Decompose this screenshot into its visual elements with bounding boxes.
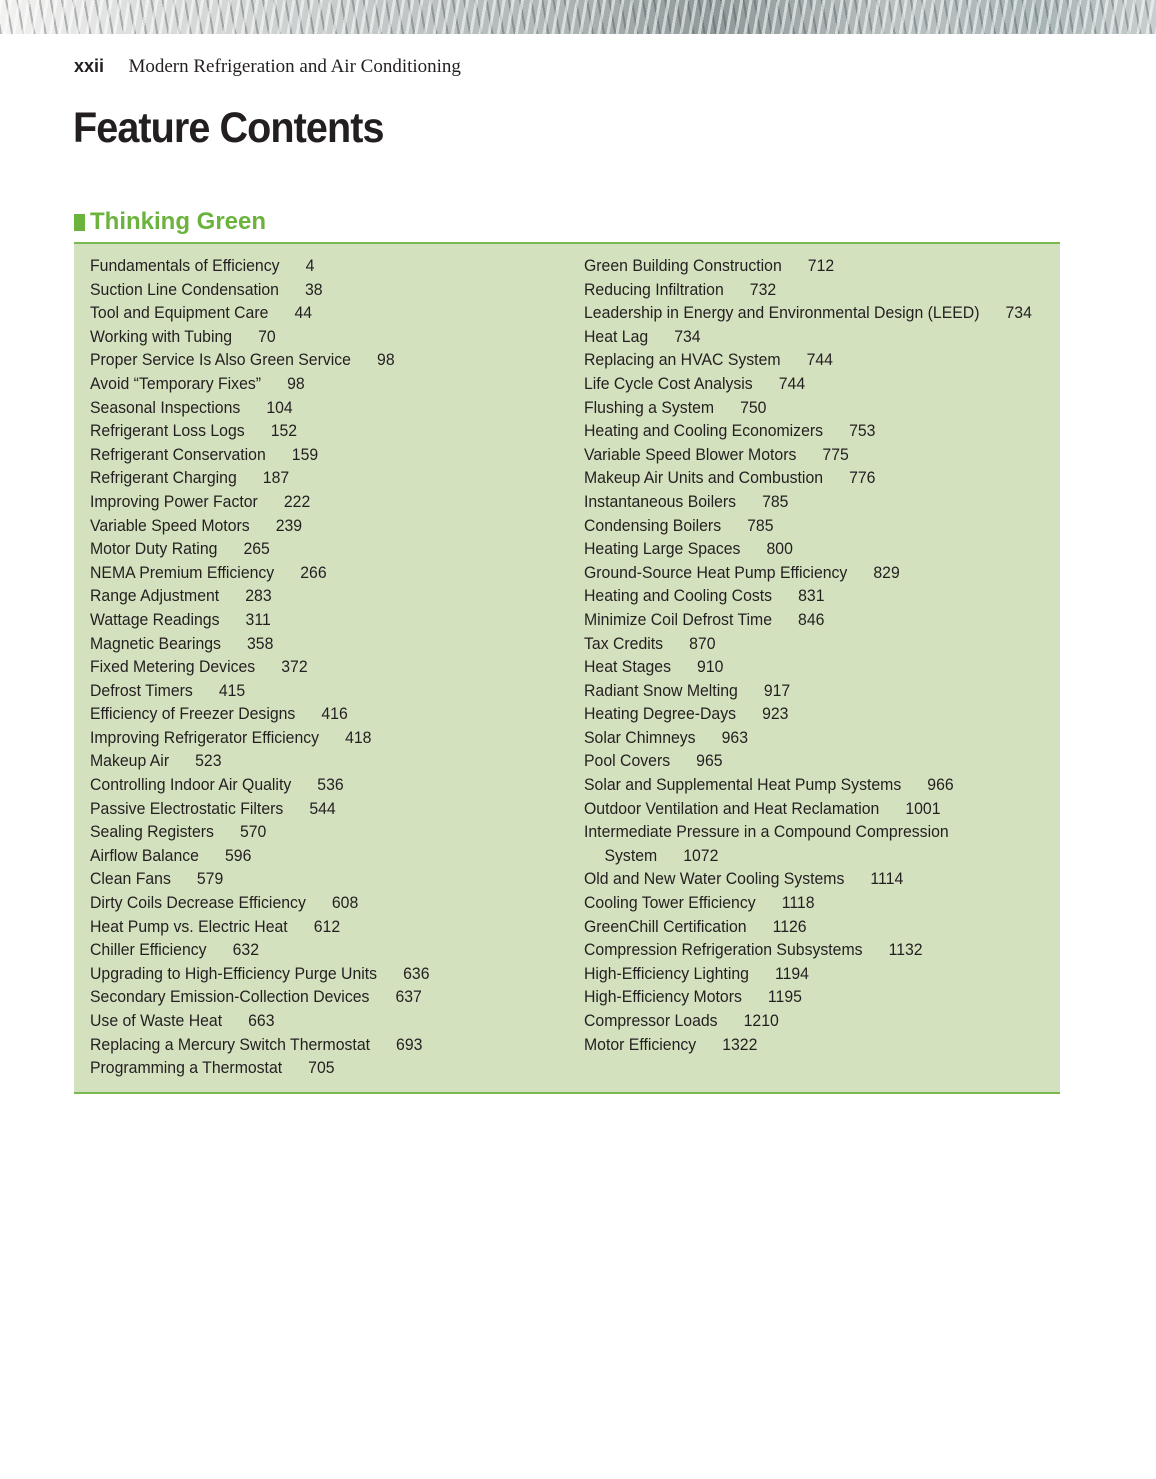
feature-page-number: 734 bbox=[674, 326, 701, 346]
feature-page-number: 636 bbox=[403, 963, 430, 983]
feature-title: Programming a Thermostat bbox=[90, 1058, 283, 1078]
feature-entry bbox=[90, 325, 527, 349]
feature-page-number: 311 bbox=[245, 609, 271, 629]
feature-entry bbox=[584, 632, 1021, 656]
feature-entry bbox=[90, 396, 527, 420]
feature-entry bbox=[90, 773, 527, 797]
feature-entry bbox=[90, 844, 527, 868]
feature-title: Instantaneous Boilers bbox=[584, 491, 737, 511]
feature-entry bbox=[584, 915, 1021, 939]
feature-entry bbox=[90, 348, 527, 372]
feature-page-number: 265 bbox=[243, 539, 270, 559]
feature-entry bbox=[90, 537, 527, 561]
feature-page-number: 70 bbox=[258, 326, 276, 346]
feature-entry bbox=[90, 726, 527, 750]
right-column bbox=[584, 254, 1054, 1056]
feature-entry bbox=[584, 749, 1021, 773]
feature-title: Variable Speed Motors bbox=[90, 515, 250, 535]
feature-page-number: 266 bbox=[300, 562, 327, 582]
feature-page-number: 1118 bbox=[781, 893, 815, 913]
feature-title: Cooling Tower Efficiency bbox=[584, 893, 756, 913]
feature-page-number: 663 bbox=[248, 1011, 275, 1030]
feature-title: Green Building Construction bbox=[584, 256, 782, 275]
feature-entry bbox=[90, 891, 527, 915]
feature-title: Replacing a Mercury Switch Thermostat bbox=[90, 1034, 371, 1054]
feature-title: Sealing Registers bbox=[90, 822, 214, 842]
feature-page-number: 917 bbox=[763, 680, 791, 700]
feature-title: Flushing a System bbox=[584, 397, 715, 417]
feature-title: Refrigerant Conservation bbox=[90, 444, 266, 464]
feature-entry bbox=[90, 419, 527, 443]
feature-entry bbox=[90, 702, 527, 726]
feature-entry bbox=[90, 561, 527, 585]
feature-title: Life Cycle Cost Analysis bbox=[584, 373, 753, 393]
feature-entry bbox=[90, 797, 527, 821]
feature-page-number: 536 bbox=[317, 775, 344, 795]
feature-page-number: 1001 bbox=[905, 798, 941, 818]
feature-title: Heating and Cooling Costs bbox=[584, 586, 773, 606]
feature-title: Heat Lag bbox=[584, 326, 649, 346]
feature-page-number: 734 bbox=[1005, 303, 1032, 323]
feature-entry bbox=[584, 726, 1021, 750]
feature-title: Leadership in Energy and Environmental Design (LEED) bbox=[584, 303, 980, 323]
feature-title: NEMA Premium Efficiency bbox=[90, 562, 275, 582]
feature-entry bbox=[584, 867, 1021, 891]
feature-title: Wattage Readings bbox=[90, 609, 220, 629]
feature-entry bbox=[584, 938, 1021, 962]
feature-page-number: 283 bbox=[245, 586, 272, 606]
feature-title: Variable Speed Blower Motors bbox=[584, 444, 797, 464]
feature-title: GreenChill Certification bbox=[584, 916, 747, 936]
feature-page-number: 579 bbox=[196, 869, 224, 889]
feature-entry bbox=[90, 584, 527, 608]
feature-title: Heating Large Spaces bbox=[584, 539, 741, 559]
feature-page-number: 753 bbox=[849, 421, 876, 441]
feature-title: Tax Credits bbox=[584, 633, 664, 653]
feature-page-number: 776 bbox=[849, 468, 876, 488]
page-number: xxii bbox=[74, 56, 105, 76]
feature-title: High-Efficiency Lighting bbox=[584, 963, 749, 983]
feature-entry bbox=[90, 278, 527, 302]
feature-title: Solar Chimneys bbox=[584, 727, 696, 747]
feature-title: Range Adjustment bbox=[90, 586, 220, 606]
feature-title: Condensing Boilers bbox=[584, 515, 722, 535]
feature-page-number: 1114 bbox=[870, 869, 904, 889]
feature-title: Outdoor Ventilation and Heat Reclamation bbox=[584, 798, 880, 818]
feature-entry bbox=[584, 820, 1021, 867]
page-title: Feature Contents bbox=[73, 104, 384, 152]
feature-title: Avoid “Temporary Fixes” bbox=[90, 373, 262, 393]
feature-entry bbox=[90, 1033, 527, 1057]
feature-title: Heat Pump vs. Electric Heat bbox=[90, 916, 288, 936]
feature-page-number: 785 bbox=[747, 515, 774, 535]
green-square-icon bbox=[74, 214, 85, 231]
feature-title: Radiant Snow Melting bbox=[584, 680, 738, 700]
feature-entry bbox=[584, 891, 1021, 915]
feature-page-number: 159 bbox=[291, 444, 319, 464]
feature-page-number: 732 bbox=[749, 279, 777, 299]
feature-title: Passive Electrostatic Filters bbox=[90, 798, 284, 818]
feature-page-number: 608 bbox=[331, 893, 359, 913]
feature-page-number: 1072 bbox=[683, 845, 719, 865]
feature-page-number: 705 bbox=[308, 1058, 335, 1078]
feature-page-number: 416 bbox=[321, 704, 348, 724]
feature-title: Makeup Air bbox=[90, 751, 170, 771]
feature-page-number: 222 bbox=[283, 491, 311, 511]
feature-page-number: 1195 bbox=[767, 987, 802, 1007]
section-title: Thinking Green bbox=[90, 208, 267, 235]
feature-page-number: 1210 bbox=[743, 1011, 779, 1030]
feature-entry bbox=[584, 254, 1021, 278]
feature-title: Intermediate Pressure in a Compound Compression bbox=[584, 822, 949, 842]
feature-page-number: 1132 bbox=[888, 940, 923, 960]
feature-entry bbox=[90, 1056, 527, 1080]
feature-entry bbox=[584, 655, 1021, 679]
feature-entry bbox=[90, 820, 527, 844]
feature-page-number: 870 bbox=[689, 633, 716, 653]
feature-entry bbox=[90, 632, 527, 656]
feature-entry bbox=[584, 702, 1021, 726]
decorative-header-band bbox=[0, 0, 1156, 34]
feature-title: Dirty Coils Decrease Efficiency bbox=[90, 893, 306, 913]
feature-entry bbox=[90, 867, 527, 891]
feature-entry bbox=[90, 608, 527, 632]
feature-title: Refrigerant Loss Logs bbox=[90, 421, 245, 441]
feature-title: Use of Waste Heat bbox=[90, 1011, 223, 1030]
feature-title: Heating Degree-Days bbox=[584, 704, 737, 724]
feature-entry bbox=[90, 749, 527, 773]
feature-page-number: 596 bbox=[225, 845, 252, 865]
feature-entry bbox=[584, 325, 1021, 349]
feature-page-number: 800 bbox=[766, 539, 793, 559]
feature-page-number: 418 bbox=[345, 727, 372, 747]
feature-title: Airflow Balance bbox=[90, 845, 199, 865]
feature-entry bbox=[584, 396, 1021, 420]
feature-entry bbox=[90, 679, 527, 703]
feature-entry bbox=[584, 301, 1032, 325]
feature-entry bbox=[584, 466, 1021, 490]
feature-entry bbox=[90, 254, 527, 278]
feature-title: Fundamentals of Efficiency bbox=[90, 256, 280, 275]
feature-page-number: 966 bbox=[927, 775, 954, 795]
feature-title: Motor Efficiency bbox=[584, 1034, 697, 1054]
feature-title: Clean Fans bbox=[90, 869, 171, 889]
feature-title: Seasonal Inspections bbox=[90, 397, 241, 417]
feature-page-number: 963 bbox=[721, 727, 749, 747]
feature-entry bbox=[584, 514, 1021, 538]
feature-list-box bbox=[74, 242, 1060, 1094]
feature-page-number: 4 bbox=[305, 256, 315, 275]
feature-entry bbox=[584, 561, 1021, 585]
feature-page-number: 98 bbox=[377, 350, 395, 370]
feature-title: Fixed Metering Devices bbox=[90, 657, 256, 677]
feature-page-number: 744 bbox=[778, 373, 806, 393]
feature-title: Minimize Coil Defrost Time bbox=[584, 609, 773, 629]
feature-page-number: 846 bbox=[798, 609, 825, 629]
feature-title: Pool Covers bbox=[584, 751, 671, 771]
feature-title: Compression Refrigeration Subsystems bbox=[584, 940, 863, 960]
feature-title: Refrigerant Charging bbox=[90, 468, 237, 488]
feature-page-number: 570 bbox=[239, 822, 267, 842]
left-column bbox=[90, 254, 560, 1080]
feature-title: Replacing an HVAC System bbox=[584, 350, 781, 370]
feature-entry bbox=[90, 938, 527, 962]
feature-entry bbox=[90, 1009, 527, 1033]
feature-page-number: 358 bbox=[246, 633, 274, 653]
feature-entry bbox=[584, 773, 1021, 797]
feature-page-number: 923 bbox=[762, 704, 789, 724]
feature-page-number: 239 bbox=[275, 515, 303, 535]
feature-entry bbox=[90, 962, 527, 986]
feature-entry bbox=[584, 537, 1021, 561]
feature-title: Controlling Indoor Air Quality bbox=[90, 775, 292, 795]
feature-title: Compressor Loads bbox=[584, 1011, 718, 1030]
feature-page-number: 152 bbox=[270, 421, 298, 441]
feature-title: Motor Duty Rating bbox=[90, 539, 218, 559]
feature-title: Solar and Supplemental Heat Pump Systems bbox=[584, 775, 902, 795]
feature-entry bbox=[90, 490, 527, 514]
feature-title: Tool and Equipment Care bbox=[90, 303, 269, 323]
feature-title: Chiller Efficiency bbox=[90, 940, 207, 960]
feature-entry bbox=[584, 348, 1021, 372]
feature-title: Suction Line Condensation bbox=[90, 279, 279, 299]
feature-title: Improving Power Factor bbox=[90, 491, 258, 511]
feature-title: Efficiency of Freezer Designs bbox=[90, 704, 296, 724]
feature-page-number: 372 bbox=[281, 657, 308, 677]
feature-page-number: 544 bbox=[309, 798, 336, 818]
feature-page-number: 775 bbox=[822, 444, 849, 464]
feature-entry bbox=[584, 443, 1021, 467]
feature-entry bbox=[90, 443, 527, 467]
feature-entry bbox=[584, 1009, 1021, 1033]
feature-title: Working with Tubing bbox=[90, 326, 233, 346]
feature-entry bbox=[584, 962, 1021, 986]
feature-page-number: 187 bbox=[262, 468, 290, 488]
feature-title: Makeup Air Units and Combustion bbox=[584, 468, 824, 488]
feature-entry bbox=[584, 679, 1021, 703]
feature-entry bbox=[584, 278, 1021, 302]
feature-entry bbox=[584, 419, 1021, 443]
feature-page-number: 744 bbox=[806, 350, 833, 370]
feature-page-number: 637 bbox=[395, 987, 422, 1007]
feature-title: Defrost Timers bbox=[90, 680, 193, 700]
running-head bbox=[74, 54, 461, 78]
feature-title: Old and New Water Cooling Systems bbox=[584, 869, 845, 889]
feature-page-number: 831 bbox=[798, 586, 825, 606]
feature-entry bbox=[584, 584, 1021, 608]
feature-entry bbox=[90, 655, 527, 679]
feature-title-continuation: System bbox=[604, 845, 658, 865]
feature-page-number: 44 bbox=[294, 303, 313, 323]
feature-title: High-Efficiency Motors bbox=[584, 987, 742, 1007]
feature-page-number: 750 bbox=[740, 397, 767, 417]
feature-title: Heating and Cooling Economizers bbox=[584, 421, 824, 441]
feature-entry bbox=[584, 1033, 1021, 1057]
feature-entry bbox=[584, 608, 1021, 632]
feature-entry bbox=[90, 915, 527, 939]
feature-page-number: 1126 bbox=[772, 916, 807, 936]
feature-page-number: 104 bbox=[266, 397, 293, 417]
feature-page-number: 965 bbox=[696, 751, 723, 771]
feature-entry bbox=[90, 985, 527, 1009]
feature-entry bbox=[584, 985, 1021, 1009]
book-title: Modern Refrigeration and Air Conditioning bbox=[128, 56, 461, 77]
feature-page-number: 693 bbox=[396, 1034, 423, 1054]
feature-title: Ground-Source Heat Pump Efficiency bbox=[584, 562, 848, 582]
feature-entry bbox=[90, 301, 527, 325]
feature-title: Improving Refrigerator Efficiency bbox=[90, 727, 320, 747]
feature-entry bbox=[90, 466, 527, 490]
feature-page-number: 632 bbox=[232, 940, 259, 960]
feature-page-number: 829 bbox=[873, 562, 900, 582]
feature-title: Proper Service Is Also Green Service bbox=[90, 350, 351, 370]
feature-page-number: 1322 bbox=[722, 1034, 758, 1054]
feature-page-number: 98 bbox=[287, 373, 305, 393]
feature-title: Reducing Infiltration bbox=[584, 279, 724, 299]
feature-entry bbox=[90, 372, 527, 396]
feature-title: Secondary Emission-Collection Devices bbox=[90, 987, 370, 1007]
feature-title: Heat Stages bbox=[584, 657, 672, 677]
feature-page-number: 1194 bbox=[774, 963, 809, 983]
feature-page-number: 38 bbox=[305, 279, 323, 299]
feature-entry bbox=[584, 490, 1021, 514]
feature-page-number: 415 bbox=[218, 680, 246, 700]
feature-entry bbox=[584, 797, 1021, 821]
feature-page-number: 712 bbox=[807, 256, 835, 275]
feature-title: Magnetic Bearings bbox=[90, 633, 221, 653]
feature-page-number: 910 bbox=[697, 657, 724, 677]
section-heading bbox=[74, 207, 266, 237]
feature-page-number: 785 bbox=[762, 491, 789, 511]
feature-entry bbox=[584, 372, 1021, 396]
feature-page-number: 523 bbox=[195, 751, 222, 771]
feature-title: Upgrading to High-Efficiency Purge Units bbox=[90, 963, 378, 983]
feature-page-number: 612 bbox=[313, 916, 341, 936]
feature-entry bbox=[90, 514, 527, 538]
